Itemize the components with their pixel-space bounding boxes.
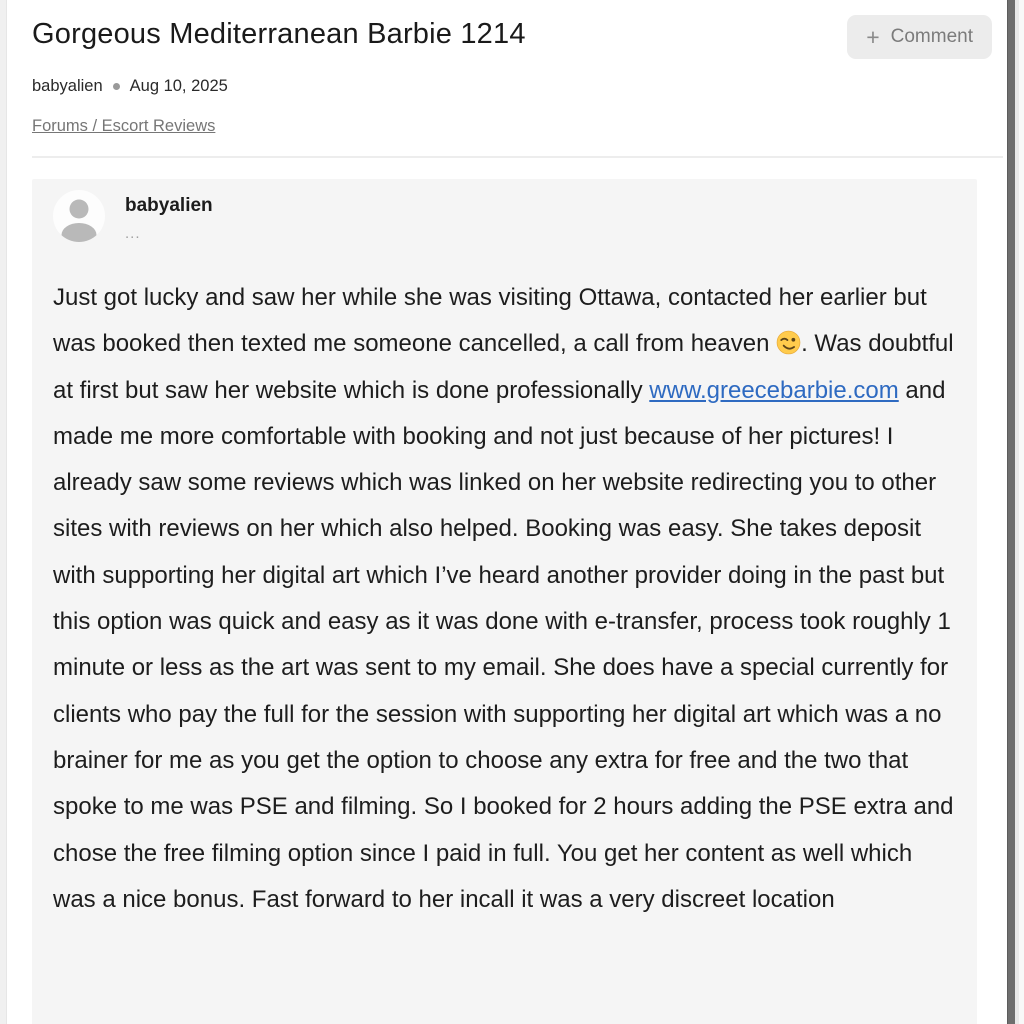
post-author-subtitle: ... bbox=[125, 225, 141, 242]
website-link[interactable]: www.greecebarbie.com bbox=[649, 376, 899, 404]
user-icon bbox=[53, 190, 105, 242]
page-title: Gorgeous Mediterranean Barbie 1214 bbox=[32, 18, 526, 50]
post-card bbox=[32, 179, 977, 1024]
scrollbar-thumb[interactable] bbox=[1007, 0, 1015, 1024]
comment-button[interactable] bbox=[847, 15, 992, 59]
post-body-text-2: . Was doubtful at first but saw her website which is done professionally bbox=[53, 330, 954, 404]
scrollbar-edge bbox=[1019, 0, 1024, 1024]
post-body-text-1: Just got lucky and saw her while she was visiting Ottawa, contacted her earlier but was booked then texted me someone cancelled, a call from heaven bbox=[53, 284, 927, 358]
thread-page bbox=[32, 0, 992, 1024]
page-left-gutter bbox=[0, 0, 7, 1024]
header-divider bbox=[32, 156, 1003, 158]
title-row bbox=[32, 0, 992, 59]
post-author-name[interactable]: babyalien bbox=[125, 195, 213, 216]
post-author-block bbox=[125, 190, 213, 241]
bullet-separator-icon bbox=[113, 83, 120, 90]
avatar[interactable] bbox=[53, 190, 105, 242]
comment-button-label: Comment bbox=[890, 26, 973, 47]
plus-icon: + bbox=[866, 23, 880, 50]
breadcrumb[interactable]: Forums / Escort Reviews bbox=[32, 117, 216, 135]
scrollbar-track[interactable] bbox=[1005, 0, 1024, 1024]
thread-meta bbox=[32, 77, 992, 96]
post-body bbox=[53, 275, 959, 923]
post-header bbox=[53, 190, 957, 242]
thread-date: Aug 10, 2025 bbox=[129, 77, 228, 95]
post-body-text-3: and made me more comfortable with booking and not just because of her pictures! I already saw some reviews which was linked on her website redirecting you to other sites with reviews on her which also helped. Booking was easy. She takes deposit with supporting her digital art which I’ve heard another provider doing in the past but this option was quick and easy as it was done with e-transfer, process took roughly 1 minute or less as the art was sent to my email. She does have a special currently for clients who pay the full for the session with supporting her digital art which was a no brainer for me as you get the option to choose any extra for free and the two that spoke to me was PSE and filming. So I booked for 2 hours adding the PSE extra and chose the free filming option since I paid in full. You get her content as well which was a nice bonus. Fast forward to her incall it was a very discreet location bbox=[53, 376, 954, 913]
wink-emoji-icon bbox=[776, 325, 801, 350]
thread-author-name[interactable]: babyalien bbox=[32, 77, 103, 95]
